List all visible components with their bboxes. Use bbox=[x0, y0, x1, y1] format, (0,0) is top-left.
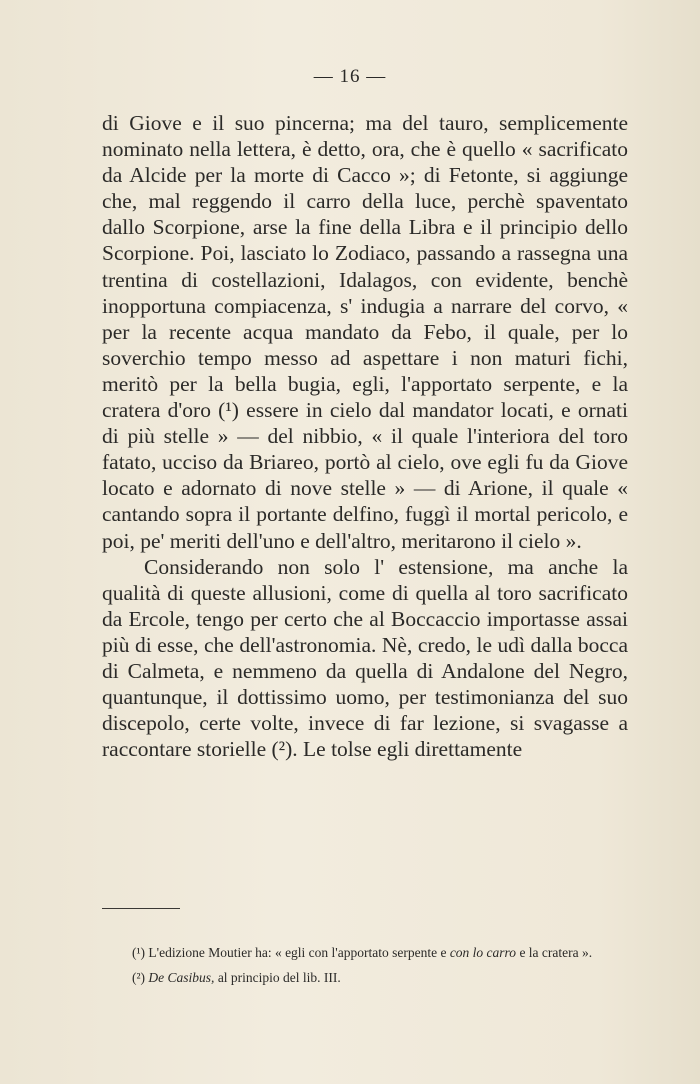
footnote-2-italic: De Casibus, bbox=[148, 970, 215, 985]
paragraph-2: Considerando non solo l' estensione, ma anche la qualità di queste allusioni, come di quella al toro sacrificato da Ercole, tengo per certo che al Boccaccio importasse assai più di esse, che dell'astronomia. Nè, credo, le udì dalla bocca di Calmeta, e nemmeno da quella di Andalone del Negro, quantunque, il dottissimo uomo, per testimonianza del suo discepolo, certe volte, invece di far lezione, si svagasse a raccontare storielle (²). Le tolse egli direttamente bbox=[102, 554, 628, 762]
footnote-2-text: al principio del lib. III. bbox=[214, 970, 341, 985]
paragraph-1: di Giove e il suo pincerna; ma del tauro, semplicemente nominato nella lettera, è detto, ora, che è quello « sacrificato da Alcide per la morte di Cacco »; di Fetonte, si aggiunge che, mal reggendo il carro della luce, perchè spaventato dallo Scorpione, arse la fine della Libra e il principio dello Scorpione. Poi, lasciato lo Zodiaco, passando a rassegna una trentina di costellazioni, Idalagos, con evidente, benchè inopportuna compiacenza, s' indugia a narrare del corvo, « per la recente acqua mandato da Febo, il quale, per lo soverchio tempo messo ad aspettare i non maturi fichi, meritò per la bella bugia, egli, l'apportato serpente, e la cratera d'oro (¹) essere in cielo dal mandator locati, e ornati di più stelle » — del nibbio, « il quale l'interiora del toro fatato, ucciso da Briareo, portò al cielo, ove egli fu da Giove locato e adornato di nove stelle » — di Arione, il quale « cantando sopra il portante delfino, fuggì il mortal pericolo, e poi, pe' meriti dell'uno e dell'altro, meritarono il cielo ». bbox=[102, 111, 628, 553]
footnote-1-italic: con lo carro bbox=[449, 945, 517, 960]
footnote-2-marker: (²) bbox=[132, 970, 146, 985]
body-text bbox=[102, 110, 628, 762]
footnote-separator bbox=[102, 908, 180, 909]
footnote-2 bbox=[102, 965, 630, 990]
footnote-1-marker: (¹) bbox=[132, 945, 146, 960]
footnotes bbox=[102, 940, 630, 990]
footnote-1 bbox=[102, 940, 630, 965]
footnote-1-text-a: L'edizione Moutier ha: « egli con l'apportato serpente e bbox=[145, 945, 450, 960]
footnote-1-text-b: e la cratera ». bbox=[516, 945, 593, 960]
page-number: — 16 — bbox=[313, 66, 387, 87]
